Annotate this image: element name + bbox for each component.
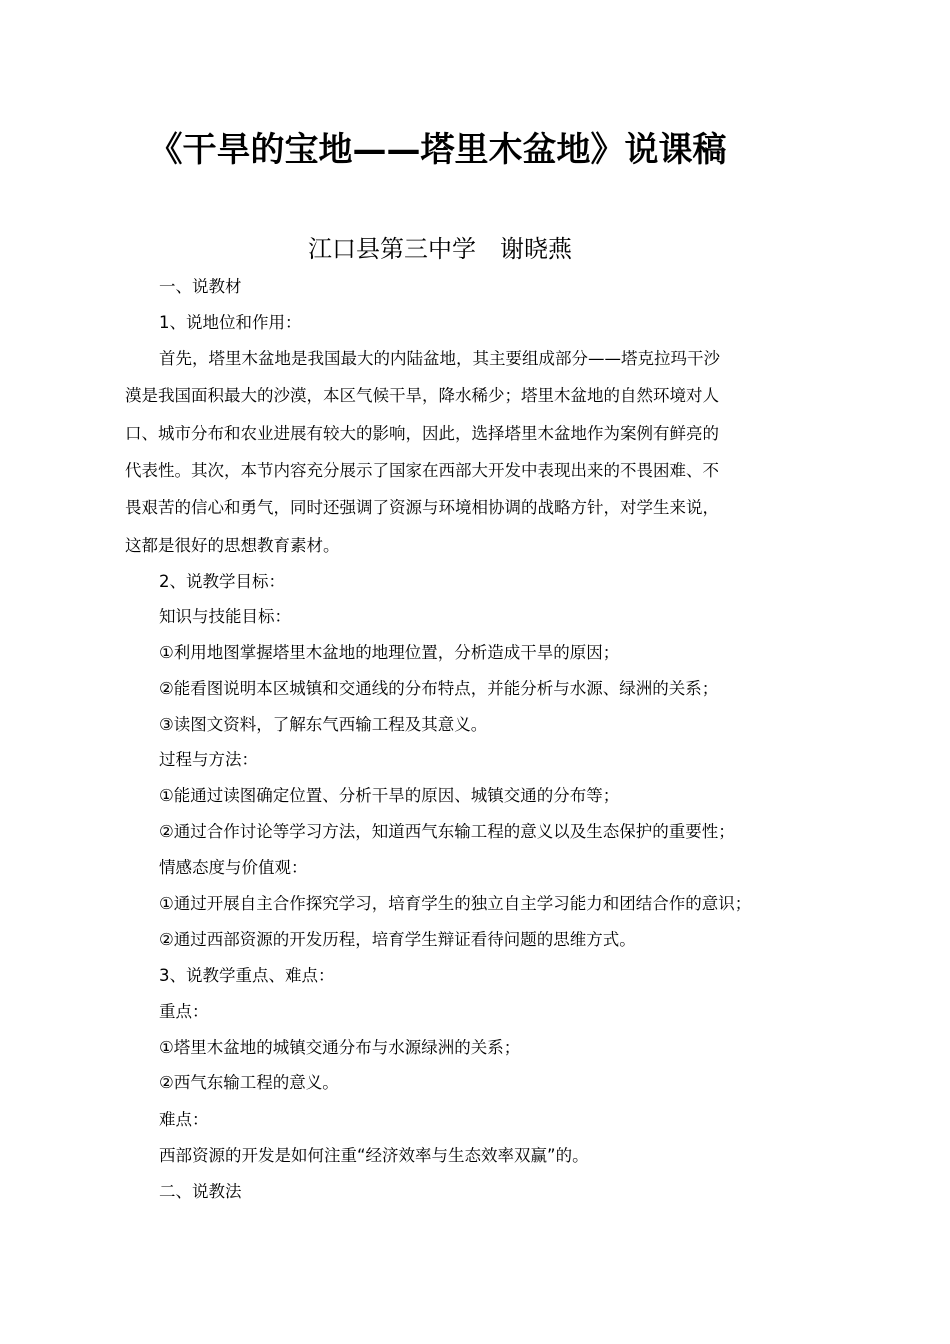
- difficulty-heading: 难点：: [159, 1110, 209, 1129]
- list-item: ②西气东输工程的意义。: [159, 1073, 339, 1092]
- paragraph-line: 代表性。其次，本节内容充分展示了国家在西部大开发中表现出来的不畏困难、不: [125, 461, 719, 480]
- subheading-teaching-goals: 2、说教学目标：: [159, 572, 285, 591]
- list-item: ②能看图说明本区城镇和交通线的分布特点，并能分析与水源、绿洲的关系；: [159, 679, 719, 698]
- goal-heading-process: 过程与方法：: [159, 750, 258, 769]
- document-title: 《干旱的宝地——塔里木盆地》说课稿: [148, 130, 727, 170]
- list-item: ①塔里木盆地的城镇交通分布与水源绿洲的关系；: [159, 1038, 521, 1057]
- author-byline: 江口县第三中学 谢晓燕: [308, 235, 572, 263]
- list-item: ①通过开展自主合作探究学习，培育学生的独立自主学习能力和团结合作的意识；: [159, 894, 752, 913]
- list-item: ②通过合作讨论等学习方法，知道西气东输工程的意义以及生态保护的重要性；: [159, 822, 735, 841]
- subheading-key-points: 3、说教学重点、难点：: [159, 966, 335, 985]
- difficulty-text: 西部资源的开发是如何注重“经济效率与生态效率双赢”的。: [159, 1146, 589, 1165]
- paragraph-line: 这都是很好的思想教育素材。: [125, 536, 340, 555]
- section-heading-teaching-method: 二、说教法: [159, 1182, 242, 1201]
- paragraph-line: 口、城市分布和农业进展有较大的影响，因此，选择塔里木盆地作为案例有鲜亮的: [125, 424, 719, 443]
- subheading-status-and-role: 1、说地位和作用：: [159, 313, 302, 332]
- paragraph-line: 首先，塔里木盆地是我国最大的内陆盆地，其主要组成部分——塔克拉玛干沙: [159, 349, 720, 368]
- list-item: ①利用地图掌握塔里木盆地的地理位置，分析造成干旱的原因；: [159, 643, 620, 662]
- list-item: ②通过西部资源的开发历程，培育学生辩证看待问题的思维方式。: [159, 930, 636, 949]
- paragraph-line: 漠是我国面积最大的沙漠，本区气候干旱，降水稀少；塔里木盆地的自然环境对人: [125, 386, 719, 405]
- goal-heading-knowledge: 知识与技能目标：: [159, 607, 291, 626]
- goal-heading-emotion: 情感态度与价值观：: [159, 858, 308, 877]
- list-item: ③读图文资料，了解东气西输工程及其意义。: [159, 715, 488, 734]
- paragraph-line: 畏艰苦的信心和勇气，同时还强调了资源与环境相协调的战略方针，对学生来说，: [125, 498, 719, 517]
- key-heading: 重点：: [159, 1002, 209, 1021]
- list-item: ①能通过读图确定位置、分析干旱的原因、城镇交通的分布等；: [159, 786, 620, 805]
- section-heading-teaching-material: 一、说教材: [159, 277, 242, 296]
